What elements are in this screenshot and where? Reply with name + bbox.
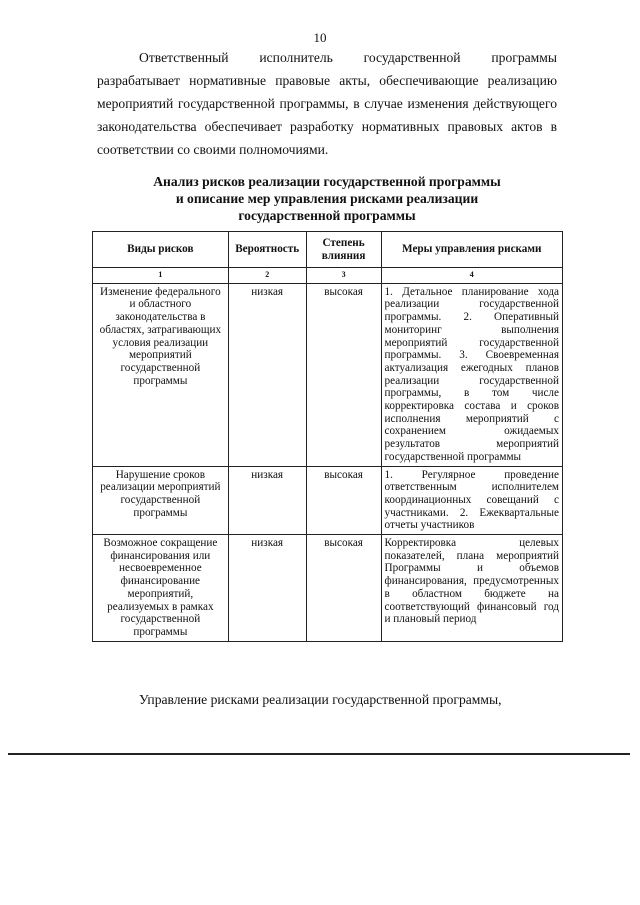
risk-kind-cell: Изменение федерального и областного законодательства в областях, затрагивающих условия реализации мероприятий государственной программы	[93, 283, 229, 466]
header-risk-kinds: Виды рисков	[93, 232, 229, 268]
influence-cell: высокая	[306, 535, 381, 642]
column-number: 4	[381, 268, 562, 284]
risk-kind-cell: Возможное сокращение финансирования или несвоевременное финансирование мероприятий, реализуемых в рамках государственной программы	[93, 535, 229, 642]
intro-paragraph-text: Ответственный исполнитель государственной программы разрабатывает нормативные правовые акты, обеспечивающие реализацию мероприятий государственной программы, в случае изменения действующего законодательства обеспечивает разработку нормативных правовых актов в соответствии со своими полномочиями.	[97, 50, 557, 157]
column-number: 2	[228, 268, 306, 284]
column-number-row	[93, 268, 563, 284]
column-number: 1	[93, 268, 229, 284]
header-probability: Вероятность	[228, 232, 306, 268]
measures-cell: 1. Регулярное проведение ответственным исполнителем координационных совещаний с участниками. 2. Ежеквартальные отчеты участников	[381, 466, 562, 535]
table-row	[93, 466, 563, 535]
table-header-row	[93, 232, 563, 268]
heading-line-1: Анализ рисков реализации государственной программы	[153, 174, 501, 189]
measures-cell: Корректировка целевых показателей, плана мероприятий Программы и объемов финансирования, предусмотренных в областном бюджете на соответствующий финансовый год и плановый период	[381, 535, 562, 642]
page-number: 10	[313, 30, 327, 45]
table-row	[93, 283, 563, 466]
heading-line-3: государственной программы	[238, 208, 416, 223]
risk-table	[92, 231, 563, 642]
probability-cell: низкая	[228, 535, 306, 642]
page-divider	[8, 753, 630, 755]
closing-paragraph	[97, 688, 557, 711]
heading-line-2: и описание мер управления рисками реализации	[175, 191, 479, 206]
probability-cell: низкая	[228, 466, 306, 535]
section-heading	[97, 173, 557, 224]
influence-cell: высокая	[306, 283, 381, 466]
header-measures: Меры управления рисками	[381, 232, 562, 268]
risk-kind-cell: Нарушение сроков реализации мероприятий государственной программы	[93, 466, 229, 535]
header-influence: Степень влияния	[306, 232, 381, 268]
column-number: 3	[306, 268, 381, 284]
table-row	[93, 535, 563, 642]
measures-cell: 1. Детальное планирование хода реализации государственной программы. 2. Оперативный мониторинг выполнения мероприятий государственной программы. 3. Своевременная актуализация ежегодных планов реализации государственной программы, в том числе корректировка состава и сроков исполнения мероприятий с сохранением ожидаемых результатов мероприятий государственной программы	[381, 283, 562, 466]
influence-cell: высокая	[306, 466, 381, 535]
intro-paragraph	[97, 46, 557, 161]
closing-paragraph-text: Управление рисками реализации государственной программы,	[139, 692, 502, 707]
probability-cell: низкая	[228, 283, 306, 466]
